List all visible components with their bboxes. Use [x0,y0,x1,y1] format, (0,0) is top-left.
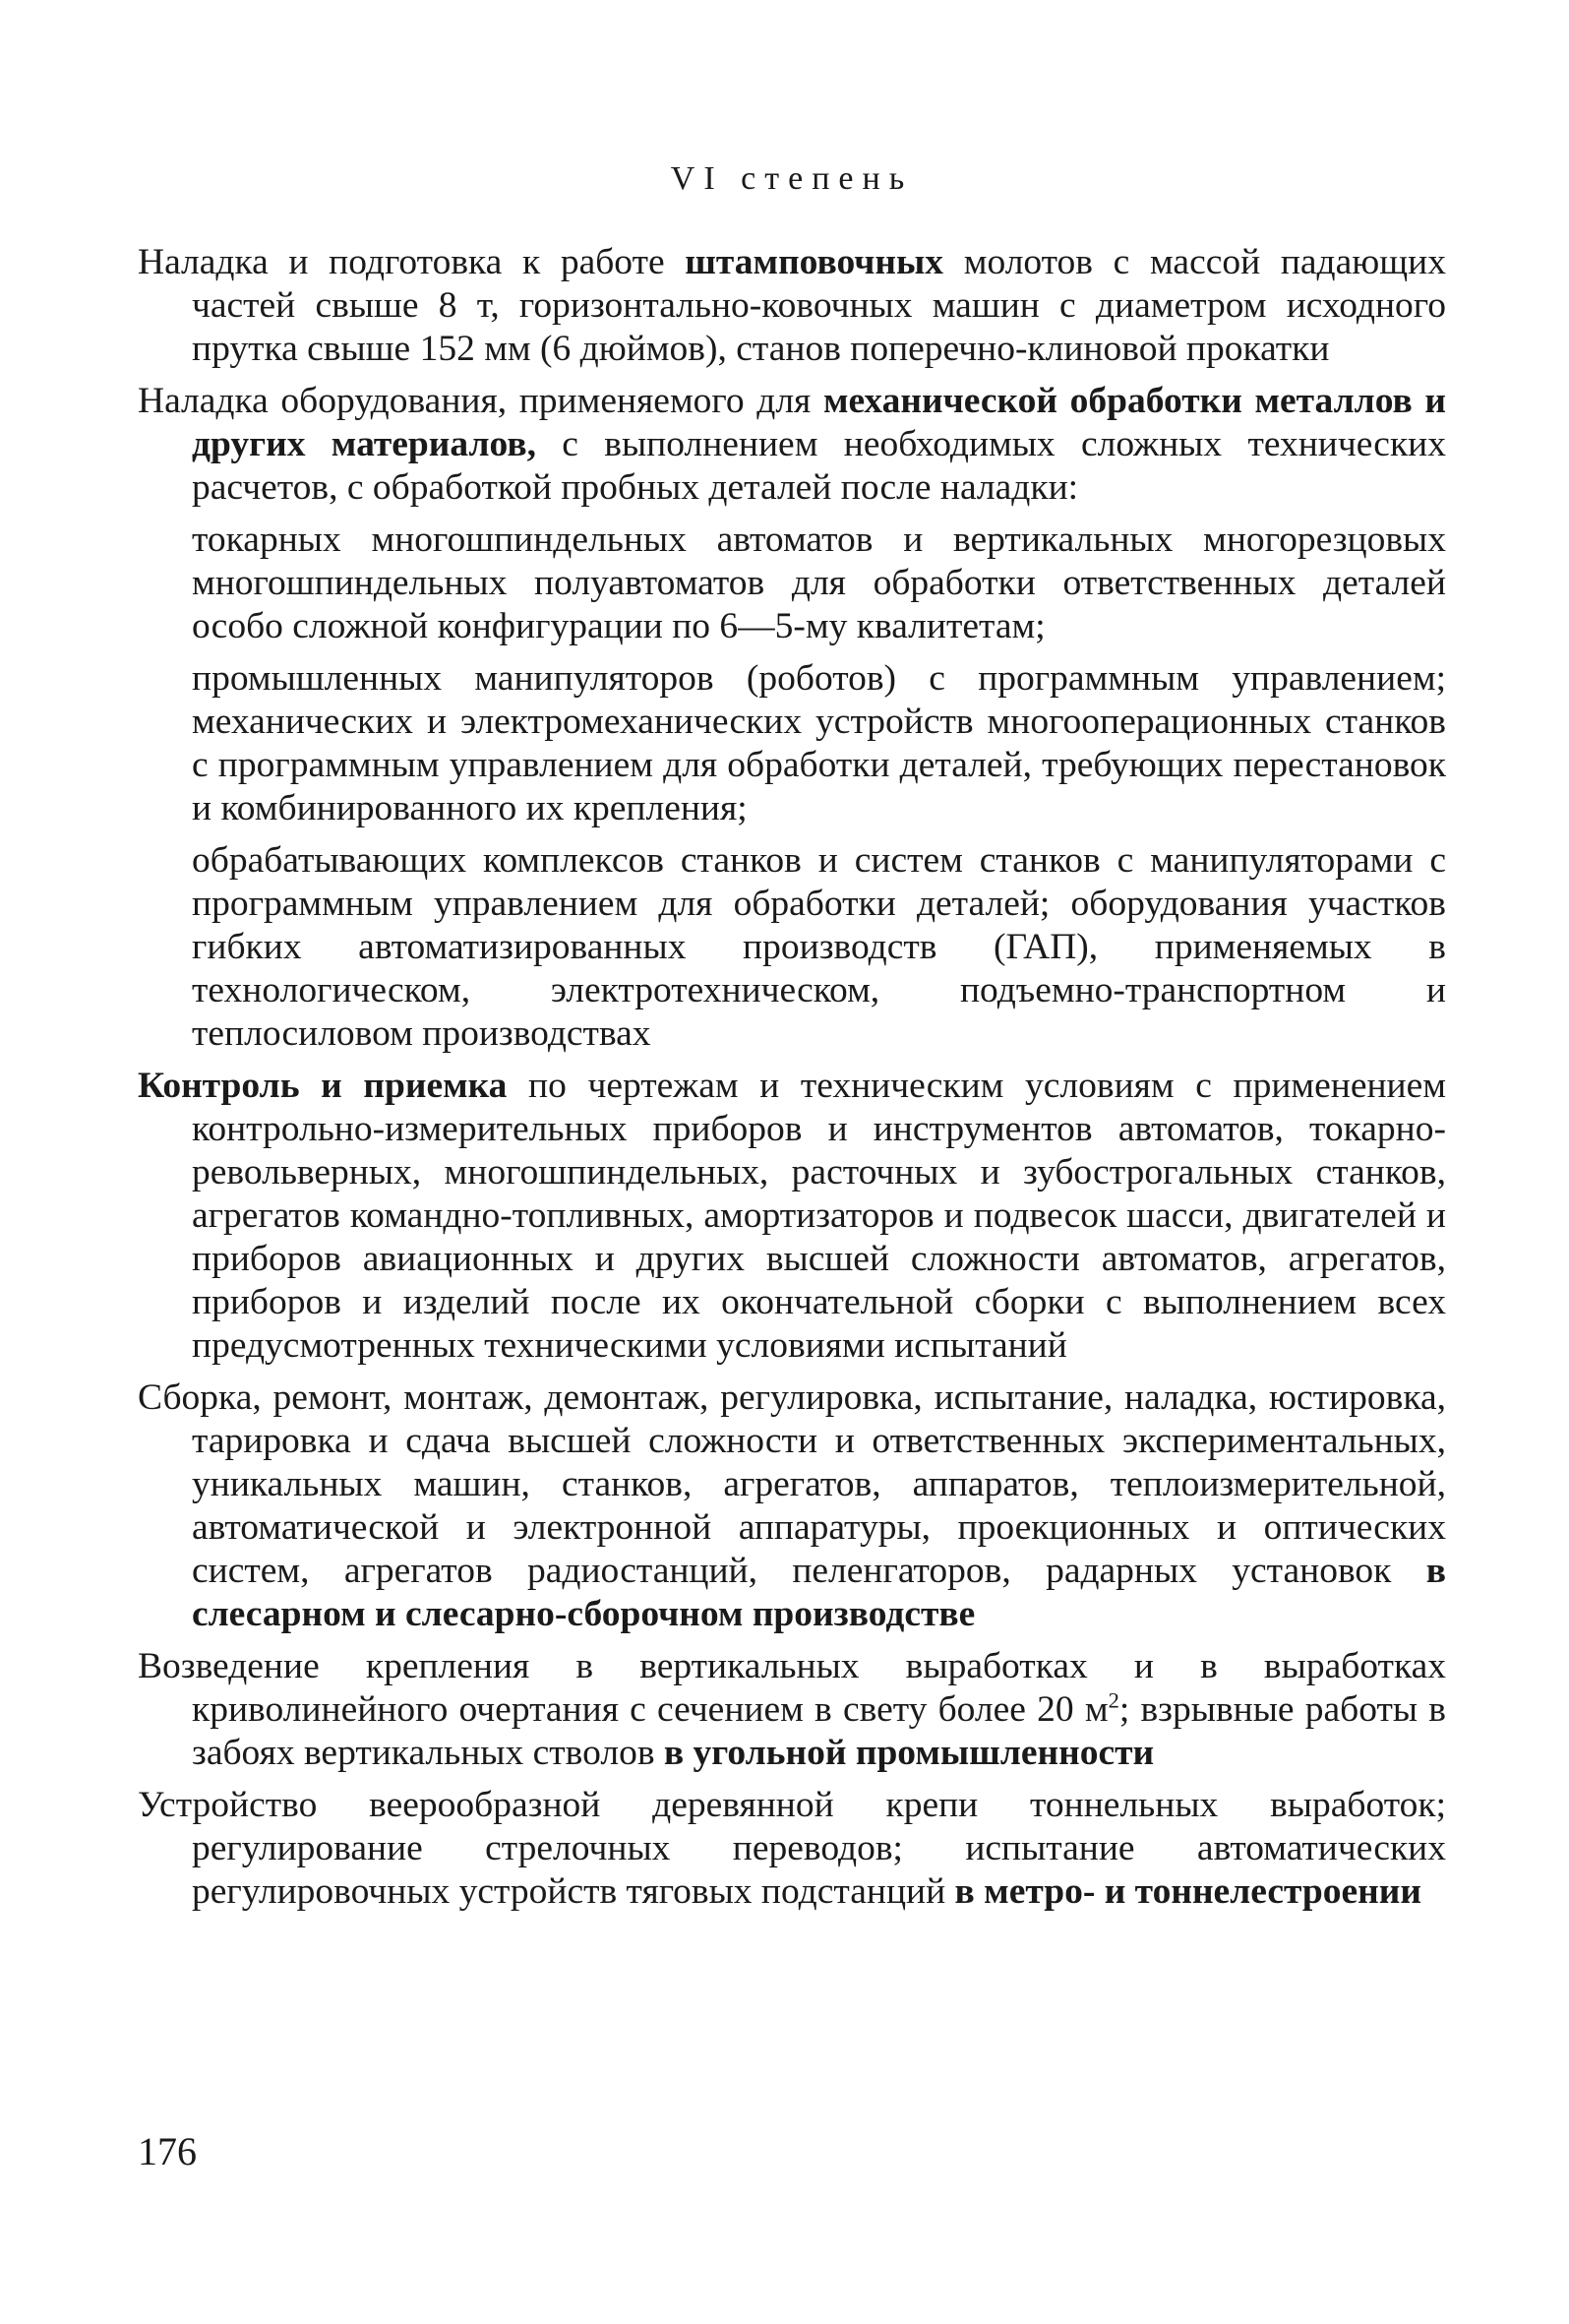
entry-bold: в угольной промышленности [663,1733,1155,1773]
entry-text: молотов с массой падающих частей свыше 8 т, горизонтально-ковочных машин с диаметром исходного прутка свыше 152 мм (6 дюймов), станов поперечно-клиновой прокатки [192,242,1446,369]
entry-text: с выполнением необходимых сложных технических расчетов, с обработкой пробных деталей после наладки: [192,424,1446,508]
subitem-complexes: обрабатывающих комплексов станков и систем станков с манипуляторами с программным управлением для обработки деталей; оборудования участков гибких автоматизированных производств (ГАП), применяемых в технологическом, электротехническом, подъемно-транспортном и теплосиловом производствах [192,840,1446,1054]
entry-text: ; взрывные работы в забоях вертикальных стволов [192,1689,1446,1773]
document-page [138,0,1446,2324]
entry-text: Устройство веерообразной деревянной крепи тоннельных выработок; регулирование стрелочных переводов; испытание автоматических регулировочных устройств тяговых подстанций [138,1785,1446,1912]
entry-text: Сборка, ремонт, монтаж, демонтаж, регулировка, испытание, наладка, юстировка, тарировка и сдача высшей сложности и ответственных экспериментальных, уникальных машин, станков, агрегатов, аппаратов, теплоизмерительной, автоматической и электронной аппаратуры, проекционных и оптических систем, агрегатов радиостанций, пеленгаторов, радарных установок [138,1377,1446,1591]
entry-assembly [138,1376,1446,1636]
page-number: 176 [138,2129,197,2173]
entry-bold: механической обработки металлов и других материалов, [192,381,1446,464]
entry-text: по чертежам и техническим условиям с применением контрольно-измерительных приборов и инструментов автоматов, токарно-револьверных, многошпиндельных, расточных и зубострогальных станков, агрегатов командно-топливных, амортизаторов и подвесок шасси, двигателей и приборов авиационных и других высшей сложности автоматов, агрегатов, приборов и изделий после их окончательной сборки с выполнением всех предусмотренных техническими условиями испытаний [192,1066,1446,1366]
entry-machining [138,380,1446,510]
entry-forging [138,241,1446,371]
entry-tunneling [138,1784,1446,1914]
entry-text: Наладка оборудования, применяемого для [138,381,823,421]
entry-bold: штамповочных [685,242,944,282]
entry-text: Возведение крепления в вертикальных выработках и в выработках криволинейного очертания с сечением в свету более 20 м [138,1646,1446,1730]
section-heading: VI степень [670,160,914,197]
entry-bold: Контроль и приемка [138,1066,508,1106]
entry-bold: в метро- и тоннелестроении [954,1871,1421,1912]
entry-inspection [138,1065,1446,1368]
document-body [138,241,1446,1923]
subitem-lathes: токарных многошпиндельных автоматов и вертикальных многорезцовых многошпиндельных полуавтоматов для обработки ответственных деталей особо сложной конфигурации по 6—5-му квалитетам; [192,520,1446,646]
entry-mining [138,1645,1446,1775]
superscript: 2 [1108,1687,1119,1713]
entry-text: Наладка и подготовка к работе [138,242,686,282]
entry-bold: в слесарном и слесарно-сборочном производстве [192,1551,1446,1634]
subitem-robots: промышленных манипуляторов (роботов) с программным управлением; механических и электромеханических устройств многооперационных станков с программным управлением для обработки деталей, требующих перестановок и комбинированного их крепления; [192,658,1446,828]
